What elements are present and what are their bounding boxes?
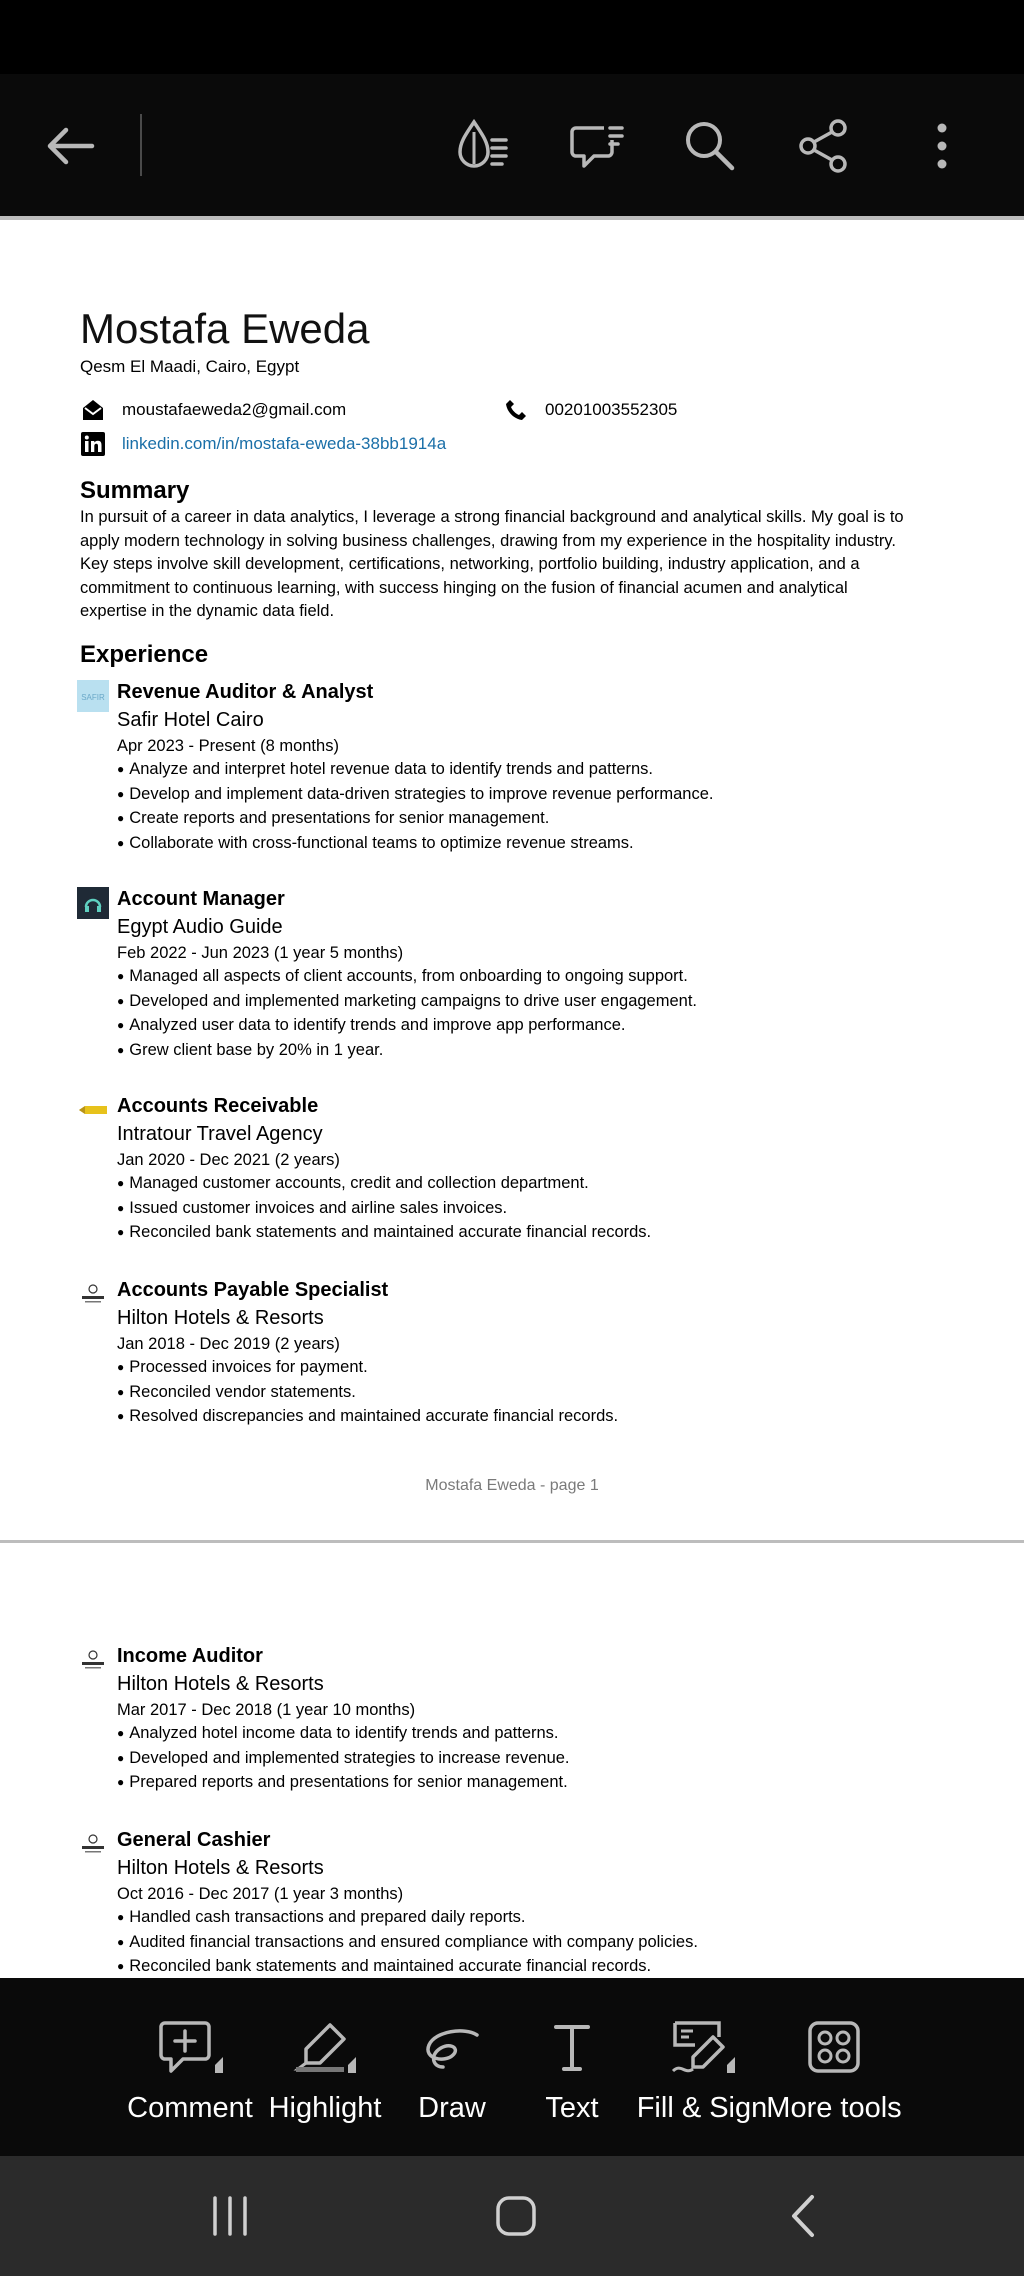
email-icon bbox=[80, 397, 106, 423]
job-title: General Cashier bbox=[117, 1829, 271, 1851]
share-icon[interactable] bbox=[784, 106, 864, 186]
intratour-logo bbox=[77, 1094, 109, 1126]
job-dates: Oct 2016 - Dec 2017 (1 year 3 months) bbox=[117, 1885, 404, 1903]
fill-sign-icon bbox=[667, 2016, 737, 2078]
job-bullets bbox=[117, 1356, 937, 1430]
job-bullet: ● Analyzed user data to identify trends and improve app performance. bbox=[117, 1014, 937, 1039]
job-bullet: ● Reconciled bank statements and maintained accurate financial records. bbox=[117, 1221, 937, 1246]
page-footer: Mostafa Eweda - page 1 bbox=[425, 1477, 599, 1494]
job-bullets bbox=[117, 1172, 937, 1246]
svg-text:SAFIR: SAFIR bbox=[81, 693, 105, 702]
phone-text: 00201003552305 bbox=[545, 400, 678, 419]
job-company: Egypt Audio Guide bbox=[117, 916, 283, 938]
fill-sign-label: Fill & Sign bbox=[636, 2092, 768, 2124]
linkedin-icon bbox=[80, 431, 106, 457]
job-bullet: ● Create reports and presentations for senior management. bbox=[117, 807, 937, 832]
fill-sign-tool[interactable] bbox=[634, 1978, 770, 2156]
job-bullet: ● Grew client base by 20% in 1 year. bbox=[117, 1039, 937, 1064]
job-title: Income Auditor bbox=[117, 1645, 263, 1667]
comment-label: Comment bbox=[127, 2092, 253, 2124]
job-title: Accounts Payable Specialist bbox=[117, 1279, 389, 1301]
job-title: Accounts Receivable bbox=[117, 1095, 319, 1117]
more-options-icon[interactable] bbox=[902, 106, 982, 186]
job-bullets bbox=[117, 1722, 937, 1796]
phone-icon bbox=[503, 397, 529, 423]
draw-tool[interactable] bbox=[400, 1978, 504, 2156]
summary-text: In pursuit of a career in data analytics, I leverage a strong financial background and analytical skills. My goal is to apply modern technology in solving business challenges, drawing from my experience in the hospitality industry. Key steps involve skill development, certifications, networking, portfolio building, industry application, and a commitment to continuous learning, with success hinging on the fusion of financial acumen and analytical expertise in the dynamic data field. bbox=[80, 508, 904, 620]
highlight-tool[interactable] bbox=[258, 1978, 392, 2156]
system-nav-bar bbox=[0, 2156, 1024, 2276]
job-bullet: ● Develop and implement data-driven strategies to improve revenue performance. bbox=[117, 783, 937, 808]
page-break bbox=[0, 1540, 1024, 1543]
job-bullet: ● Managed all aspects of client accounts, from onboarding to ongoing support. bbox=[117, 965, 937, 990]
read-mode-icon[interactable] bbox=[442, 106, 522, 186]
job-bullet: ● Reconciled bank statements and maintained accurate financial records. bbox=[117, 1955, 937, 1980]
more-tools[interactable] bbox=[764, 1978, 904, 2156]
toolbar-separator bbox=[0, 216, 1024, 220]
comment-add-icon bbox=[155, 2016, 225, 2078]
draw-label: Draw bbox=[418, 2092, 486, 2124]
more-tools-label: More tools bbox=[766, 2092, 902, 2124]
hilton-logo bbox=[77, 1828, 109, 1860]
job-dates: Jan 2018 - Dec 2019 (2 years) bbox=[117, 1335, 340, 1353]
job-bullet: ● Reconciled vendor statements. bbox=[117, 1381, 937, 1406]
job-title: Revenue Auditor & Analyst bbox=[117, 681, 374, 703]
recent-apps-icon[interactable] bbox=[190, 2186, 270, 2246]
highlight-label: Highlight bbox=[268, 2092, 382, 2124]
top-toolbar bbox=[0, 74, 1024, 218]
job-company: Safir Hotel Cairo bbox=[117, 709, 264, 731]
email-row bbox=[80, 397, 346, 423]
comments-icon[interactable] bbox=[556, 106, 636, 186]
comment-tool[interactable] bbox=[120, 1978, 260, 2156]
job-bullet: ● Issued customer invoices and airline sales invoices. bbox=[117, 1197, 937, 1222]
draw-icon bbox=[417, 2016, 487, 2078]
job-title: Account Manager bbox=[117, 888, 285, 910]
resume-name: Mostafa Eweda bbox=[80, 305, 370, 352]
text-label: Text bbox=[545, 2092, 599, 2124]
job-company: Hilton Hotels & Resorts bbox=[117, 1857, 324, 1879]
job-dates: Mar 2017 - Dec 2018 (1 year 10 months) bbox=[117, 1701, 416, 1719]
job-bullets bbox=[117, 965, 937, 1063]
hilton-logo bbox=[77, 1278, 109, 1310]
job-bullet: ● Developed and implemented strategies to increase revenue. bbox=[117, 1747, 937, 1772]
job-bullet: ● Handled cash transactions and prepared daily reports. bbox=[117, 1906, 937, 1931]
linkedin-link[interactable]: linkedin.com/in/mostafa-eweda-38bb1914a bbox=[122, 434, 447, 453]
home-icon[interactable] bbox=[476, 2186, 556, 2246]
job-bullet: ● Analyze and interpret hotel revenue data to identify trends and patterns. bbox=[117, 758, 937, 783]
job-bullet: ● Prepared reports and presentations for senior management. bbox=[117, 1771, 937, 1796]
status-bar bbox=[0, 0, 1024, 74]
phone-row bbox=[503, 397, 677, 423]
resume-location: Qesm El Maadi, Cairo, Egypt bbox=[80, 357, 300, 376]
summary-heading: Summary bbox=[80, 477, 190, 504]
bottom-tools-bar bbox=[0, 1978, 1024, 2156]
egypt-audio-guide-logo bbox=[77, 887, 109, 919]
back-arrow-icon[interactable] bbox=[30, 106, 110, 186]
hilton-logo bbox=[77, 1644, 109, 1676]
job-bullet: ● Collaborate with cross-functional teams to optimize revenue streams. bbox=[117, 832, 937, 857]
job-company: Intratour Travel Agency bbox=[117, 1123, 323, 1145]
job-company: Hilton Hotels & Resorts bbox=[117, 1673, 324, 1695]
job-dates: Apr 2023 - Present (8 months) bbox=[117, 737, 339, 755]
back-icon[interactable] bbox=[764, 2186, 844, 2246]
job-dates: Jan 2020 - Dec 2021 (2 years) bbox=[117, 1151, 340, 1169]
highlight-icon bbox=[290, 2016, 360, 2078]
toolbar-divider bbox=[140, 114, 142, 176]
job-bullet: ● Processed invoices for payment. bbox=[117, 1356, 937, 1381]
job-bullet: ● Developed and implemented marketing campaigns to drive user engagement. bbox=[117, 990, 937, 1015]
job-company: Hilton Hotels & Resorts bbox=[117, 1307, 324, 1329]
safir-hotel-logo bbox=[77, 680, 109, 712]
search-icon[interactable] bbox=[670, 106, 750, 186]
job-dates: Feb 2022 - Jun 2023 (1 year 5 months) bbox=[117, 944, 404, 962]
job-bullet: ● Resolved discrepancies and maintained accurate financial records. bbox=[117, 1405, 937, 1430]
job-bullet: ● Audited financial transactions and ensured compliance with company policies. bbox=[117, 1931, 937, 1956]
experience-heading: Experience bbox=[80, 641, 209, 668]
job-bullets bbox=[117, 758, 937, 856]
more-tools-icon bbox=[799, 2016, 869, 2078]
text-icon bbox=[537, 2016, 607, 2078]
job-bullet: ● Managed customer accounts, credit and collection department. bbox=[117, 1172, 937, 1197]
email-text: moustafaeweda2@gmail.com bbox=[122, 400, 347, 419]
job-bullets bbox=[117, 1906, 937, 1980]
linkedin-row bbox=[80, 431, 446, 457]
text-tool[interactable] bbox=[522, 1978, 622, 2156]
job-bullet: ● Analyzed hotel income data to identify trends and patterns. bbox=[117, 1722, 937, 1747]
